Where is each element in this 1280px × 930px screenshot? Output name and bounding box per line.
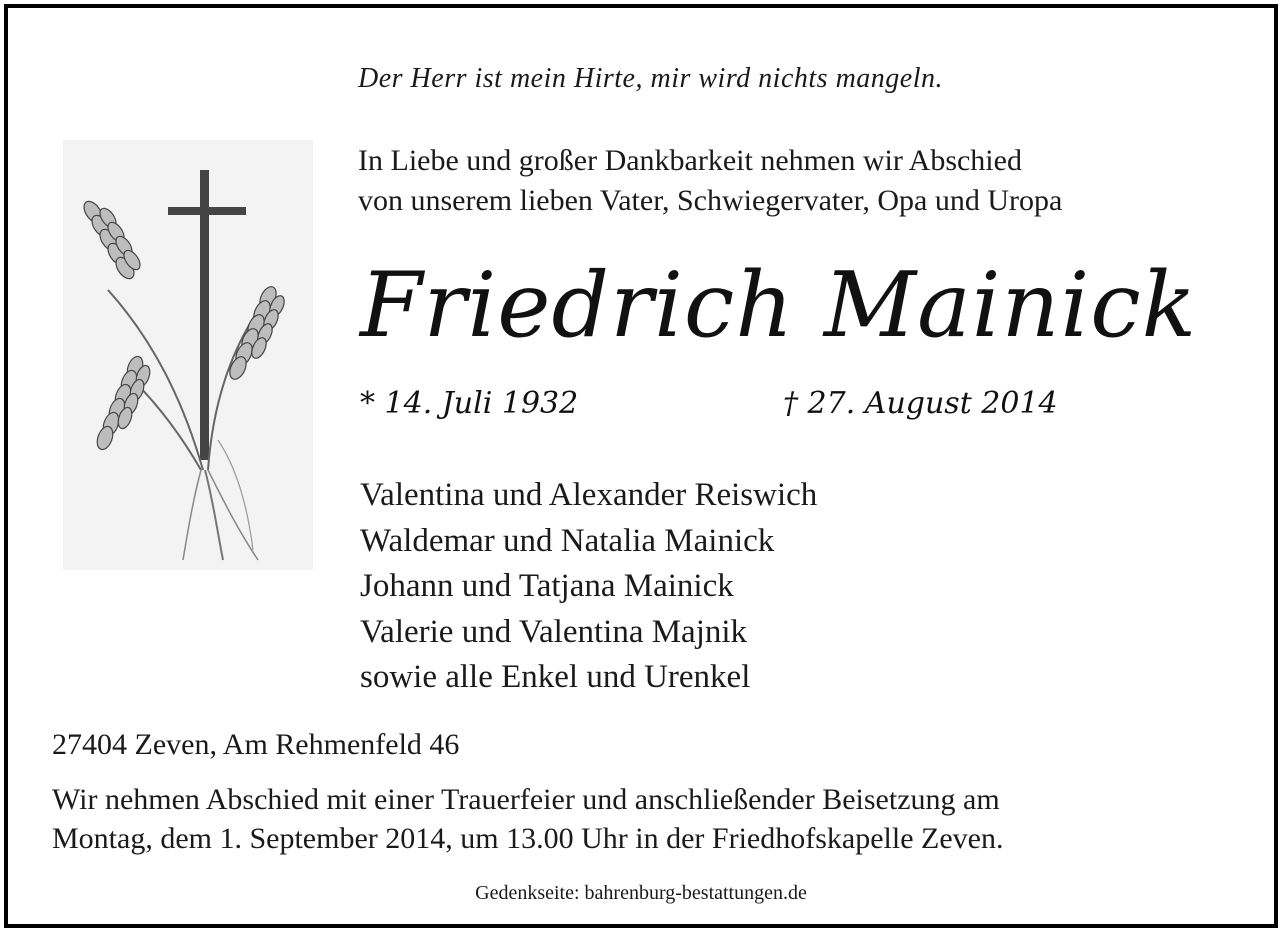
family-address: 27404 Zeven, Am Rehmenfeld 46: [52, 728, 460, 761]
death-date: † 27. August 2014: [783, 386, 1058, 421]
birth-date: * 14. Juli 1932: [360, 386, 579, 421]
ceremony-line: Montag, dem 1. September 2014, um 13.00 Uhr in der Friedhofskapelle Zeven.: [52, 822, 1004, 855]
ceremony-line: Wir nehmen Abschied mit einer Trauerfeier und anschließender Beisetzung am: [52, 783, 1000, 816]
mourner-line: sowie alle Enkel und Urenkel: [360, 659, 751, 695]
cross-with-wheat-icon: [63, 140, 313, 570]
memorial-page-link: Gedenkseite: bahrenburg-bestattungen.de: [475, 882, 807, 904]
mourners-list: [360, 473, 817, 701]
deceased-name: Friedrich Mainick: [360, 253, 1198, 358]
intro-line: von unserem lieben Vater, Schwiegervater, Opa und Uropa: [358, 184, 1063, 217]
intro-line: In Liebe und großer Dankbarkeit nehmen wir Abschied: [358, 144, 1022, 177]
bible-verse: Der Herr ist mein Hirte, mir wird nichts mangeln.: [358, 63, 943, 94]
mourner-line: Valerie und Valentina Majnik: [360, 613, 748, 650]
obituary-notice: [4, 4, 1278, 928]
mourner-line: Waldemar und Natalia Mainick: [360, 522, 775, 559]
ceremony-text: [52, 780, 1003, 858]
mourner-line: Valentina und Alexander Reiswich: [360, 477, 818, 513]
mourner-line: Johann und Tatjana Mainick: [360, 568, 734, 604]
intro-text: [358, 141, 1062, 221]
